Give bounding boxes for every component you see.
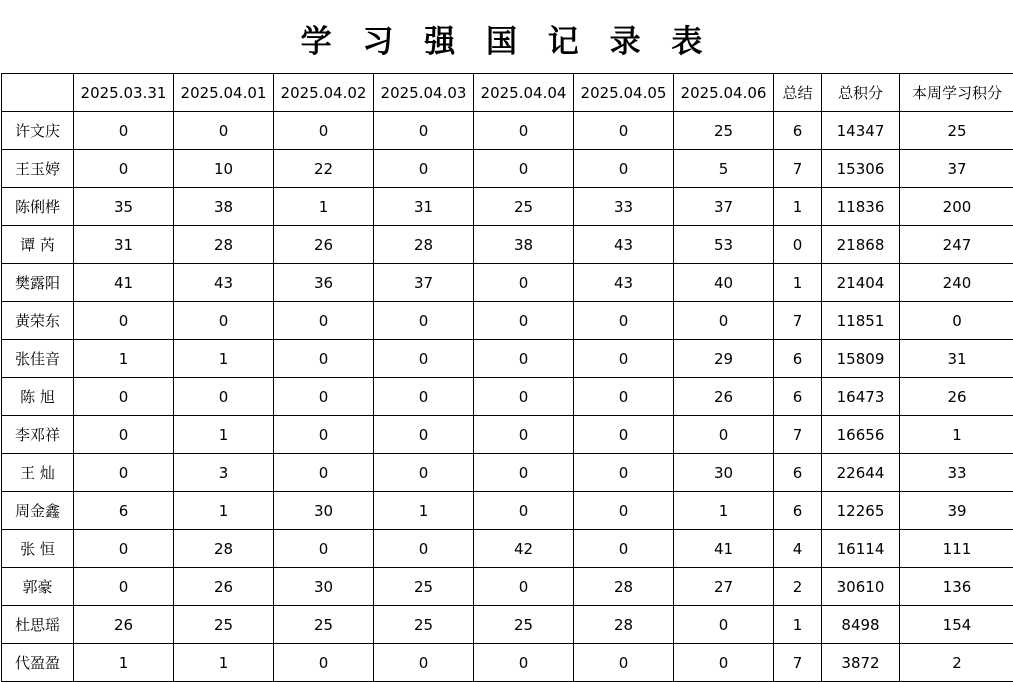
day-score-cell: 26 (74, 606, 174, 644)
table-row (2, 226, 1013, 264)
header-total: 总积分 (822, 74, 900, 112)
day-score-cell: 0 (574, 454, 674, 492)
day-score-cell: 33 (574, 188, 674, 226)
table-row (2, 530, 1013, 568)
row-total-points: 16473 (822, 378, 900, 416)
day-score-cell: 28 (574, 568, 674, 606)
row-person-name: 谭 芮 (2, 226, 74, 264)
header-date-7: 2025.04.06 (674, 74, 774, 112)
row-summary: 4 (774, 530, 822, 568)
day-score-cell: 0 (74, 530, 174, 568)
table-row (2, 264, 1013, 302)
day-score-cell: 0 (674, 606, 774, 644)
row-person-name: 陈俐桦 (2, 188, 74, 226)
day-score-cell: 28 (574, 606, 674, 644)
day-score-cell: 0 (274, 302, 374, 340)
day-score-cell: 29 (674, 340, 774, 378)
day-score-cell: 0 (574, 644, 674, 682)
day-score-cell: 25 (474, 188, 574, 226)
row-summary: 7 (774, 416, 822, 454)
day-score-cell: 0 (474, 378, 574, 416)
day-score-cell: 0 (674, 644, 774, 682)
row-week-points: 111 (900, 530, 1013, 568)
day-score-cell: 0 (574, 340, 674, 378)
day-score-cell: 0 (274, 416, 374, 454)
header-date-5: 2025.04.04 (474, 74, 574, 112)
day-score-cell: 0 (574, 112, 674, 150)
row-week-points: 136 (900, 568, 1013, 606)
day-score-cell: 1 (174, 492, 274, 530)
day-score-cell: 43 (574, 264, 674, 302)
day-score-cell: 25 (174, 606, 274, 644)
day-score-cell: 25 (374, 568, 474, 606)
day-score-cell: 0 (674, 302, 774, 340)
day-score-cell: 30 (674, 454, 774, 492)
table-row (2, 492, 1013, 530)
row-week-points: 26 (900, 378, 1013, 416)
day-score-cell: 0 (474, 302, 574, 340)
day-score-cell: 1 (174, 416, 274, 454)
table-row (2, 302, 1013, 340)
day-score-cell: 25 (274, 606, 374, 644)
row-person-name: 张 恒 (2, 530, 74, 568)
row-week-points: 247 (900, 226, 1013, 264)
day-score-cell: 1 (74, 340, 174, 378)
day-score-cell: 0 (474, 264, 574, 302)
row-person-name: 王 灿 (2, 454, 74, 492)
day-score-cell: 0 (74, 302, 174, 340)
row-person-name: 周金鑫 (2, 492, 74, 530)
row-total-points: 30610 (822, 568, 900, 606)
row-total-points: 16656 (822, 416, 900, 454)
day-score-cell: 0 (374, 150, 474, 188)
day-score-cell: 0 (474, 112, 574, 150)
header-date-6: 2025.04.05 (574, 74, 674, 112)
day-score-cell: 1 (174, 644, 274, 682)
header-row (2, 74, 1013, 112)
day-score-cell: 0 (174, 112, 274, 150)
row-total-points: 21868 (822, 226, 900, 264)
row-total-points: 11836 (822, 188, 900, 226)
table-header (2, 74, 1013, 112)
row-summary: 1 (774, 606, 822, 644)
day-score-cell: 31 (374, 188, 474, 226)
table-row (2, 112, 1013, 150)
day-score-cell: 30 (274, 568, 374, 606)
row-summary: 7 (774, 302, 822, 340)
row-total-points: 16114 (822, 530, 900, 568)
row-total-points: 22644 (822, 454, 900, 492)
header-name-col (2, 74, 74, 112)
day-score-cell: 0 (574, 492, 674, 530)
day-score-cell: 28 (374, 226, 474, 264)
row-week-points: 1 (900, 416, 1013, 454)
day-score-cell: 0 (74, 378, 174, 416)
day-score-cell: 0 (474, 568, 574, 606)
row-total-points: 21404 (822, 264, 900, 302)
day-score-cell: 37 (674, 188, 774, 226)
day-score-cell: 0 (374, 454, 474, 492)
day-score-cell: 41 (74, 264, 174, 302)
day-score-cell: 0 (274, 378, 374, 416)
day-score-cell: 40 (674, 264, 774, 302)
day-score-cell: 5 (674, 150, 774, 188)
day-score-cell: 0 (374, 530, 474, 568)
header-summary: 总结 (774, 74, 822, 112)
day-score-cell: 28 (174, 226, 274, 264)
row-week-points: 37 (900, 150, 1013, 188)
row-week-points: 31 (900, 340, 1013, 378)
day-score-cell: 0 (274, 530, 374, 568)
day-score-cell: 27 (674, 568, 774, 606)
table-row (2, 188, 1013, 226)
header-date-1: 2025.03.31 (74, 74, 174, 112)
table-row (2, 416, 1013, 454)
day-score-cell: 1 (274, 188, 374, 226)
day-score-cell: 26 (274, 226, 374, 264)
table-row (2, 340, 1013, 378)
table-row (2, 568, 1013, 606)
day-score-cell: 1 (374, 492, 474, 530)
day-score-cell: 0 (174, 302, 274, 340)
row-summary: 6 (774, 340, 822, 378)
row-total-points: 15809 (822, 340, 900, 378)
day-score-cell: 26 (174, 568, 274, 606)
row-summary: 6 (774, 112, 822, 150)
day-score-cell: 0 (674, 416, 774, 454)
row-person-name: 张佳音 (2, 340, 74, 378)
day-score-cell: 0 (74, 454, 174, 492)
day-score-cell: 0 (374, 340, 474, 378)
day-score-cell: 38 (174, 188, 274, 226)
day-score-cell: 30 (274, 492, 374, 530)
day-score-cell: 0 (574, 530, 674, 568)
row-summary: 1 (774, 188, 822, 226)
day-score-cell: 0 (574, 378, 674, 416)
day-score-cell: 42 (474, 530, 574, 568)
day-score-cell: 35 (74, 188, 174, 226)
day-score-cell: 0 (474, 150, 574, 188)
day-score-cell: 43 (174, 264, 274, 302)
day-score-cell: 0 (74, 150, 174, 188)
table-row (2, 644, 1013, 682)
day-score-cell: 0 (274, 112, 374, 150)
row-summary: 1 (774, 264, 822, 302)
table-row (2, 378, 1013, 416)
day-score-cell: 6 (74, 492, 174, 530)
day-score-cell: 0 (74, 416, 174, 454)
table-body (2, 112, 1013, 682)
row-person-name: 王玉婷 (2, 150, 74, 188)
day-score-cell: 0 (474, 644, 574, 682)
row-person-name: 杜思瑶 (2, 606, 74, 644)
row-total-points: 14347 (822, 112, 900, 150)
table-row (2, 150, 1013, 188)
row-week-points: 2 (900, 644, 1013, 682)
day-score-cell: 1 (74, 644, 174, 682)
day-score-cell: 31 (74, 226, 174, 264)
day-score-cell: 0 (474, 454, 574, 492)
day-score-cell: 0 (574, 302, 674, 340)
day-score-cell: 10 (174, 150, 274, 188)
row-summary: 0 (774, 226, 822, 264)
day-score-cell: 26 (674, 378, 774, 416)
day-score-cell: 41 (674, 530, 774, 568)
row-total-points: 12265 (822, 492, 900, 530)
row-week-points: 33 (900, 454, 1013, 492)
day-score-cell: 0 (274, 644, 374, 682)
row-person-name: 陈 旭 (2, 378, 74, 416)
day-score-cell: 0 (274, 454, 374, 492)
row-week-points: 154 (900, 606, 1013, 644)
day-score-cell: 25 (674, 112, 774, 150)
row-summary: 6 (774, 378, 822, 416)
row-person-name: 黄荣东 (2, 302, 74, 340)
day-score-cell: 0 (174, 378, 274, 416)
row-week-points: 0 (900, 302, 1013, 340)
row-week-points: 39 (900, 492, 1013, 530)
table-row (2, 454, 1013, 492)
day-score-cell: 0 (374, 302, 474, 340)
day-score-cell: 0 (74, 568, 174, 606)
day-score-cell: 0 (474, 492, 574, 530)
row-person-name: 樊露阳 (2, 264, 74, 302)
day-score-cell: 0 (374, 112, 474, 150)
row-week-points: 25 (900, 112, 1013, 150)
day-score-cell: 38 (474, 226, 574, 264)
day-score-cell: 1 (674, 492, 774, 530)
day-score-cell: 25 (474, 606, 574, 644)
row-person-name: 郭豪 (2, 568, 74, 606)
day-score-cell: 25 (374, 606, 474, 644)
row-total-points: 11851 (822, 302, 900, 340)
day-score-cell: 0 (474, 416, 574, 454)
header-week: 本周学习积分 (900, 74, 1013, 112)
header-date-3: 2025.04.02 (274, 74, 374, 112)
day-score-cell: 0 (374, 378, 474, 416)
day-score-cell: 0 (374, 416, 474, 454)
row-person-name: 李邓祥 (2, 416, 74, 454)
records-table (1, 73, 1013, 682)
day-score-cell: 36 (274, 264, 374, 302)
day-score-cell: 0 (574, 416, 674, 454)
day-score-cell: 0 (274, 340, 374, 378)
row-summary: 7 (774, 150, 822, 188)
row-summary: 7 (774, 644, 822, 682)
table-row (2, 606, 1013, 644)
day-score-cell: 0 (74, 112, 174, 150)
header-date-2: 2025.04.01 (174, 74, 274, 112)
row-week-points: 200 (900, 188, 1013, 226)
day-score-cell: 0 (574, 150, 674, 188)
page-title: 学 习 强 国 记 录 表 (0, 0, 1013, 73)
day-score-cell: 3 (174, 454, 274, 492)
row-total-points: 8498 (822, 606, 900, 644)
day-score-cell: 43 (574, 226, 674, 264)
row-total-points: 3872 (822, 644, 900, 682)
day-score-cell: 0 (374, 644, 474, 682)
day-score-cell: 1 (174, 340, 274, 378)
header-date-4: 2025.04.03 (374, 74, 474, 112)
row-summary: 6 (774, 454, 822, 492)
day-score-cell: 53 (674, 226, 774, 264)
row-person-name: 代盈盈 (2, 644, 74, 682)
row-person-name: 许文庆 (2, 112, 74, 150)
day-score-cell: 22 (274, 150, 374, 188)
row-summary: 6 (774, 492, 822, 530)
row-total-points: 15306 (822, 150, 900, 188)
day-score-cell: 0 (474, 340, 574, 378)
day-score-cell: 37 (374, 264, 474, 302)
day-score-cell: 28 (174, 530, 274, 568)
row-summary: 2 (774, 568, 822, 606)
row-week-points: 240 (900, 264, 1013, 302)
